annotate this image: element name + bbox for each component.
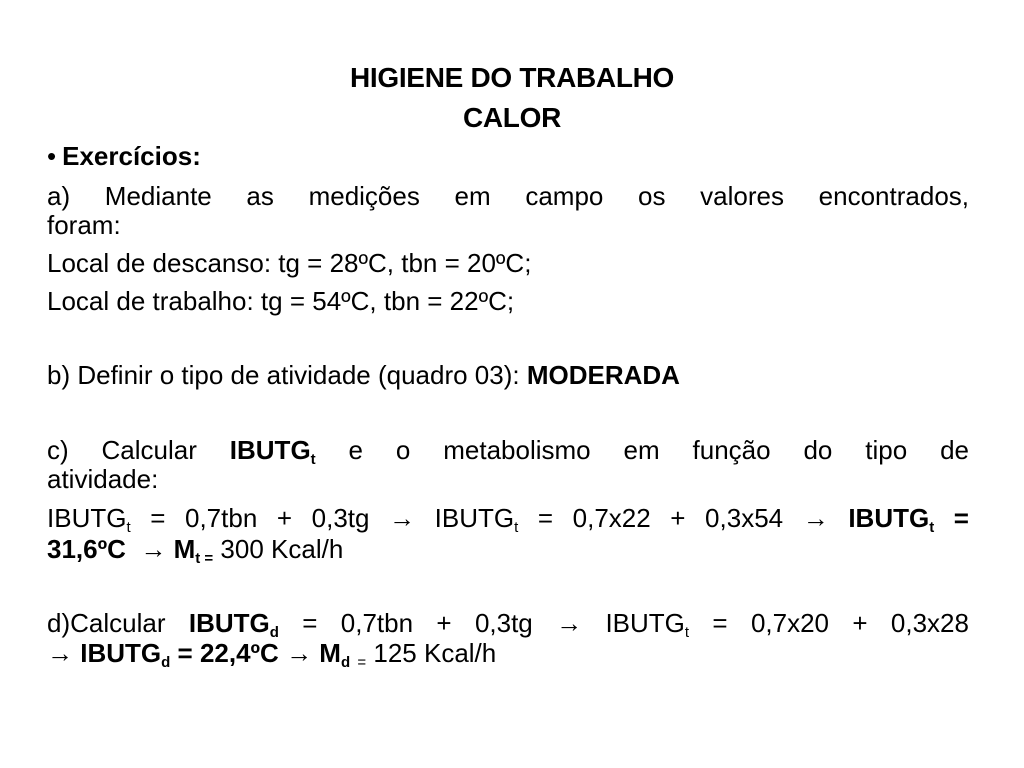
ibutg-d-result xyxy=(47,638,969,671)
formula-text: + xyxy=(852,608,868,638)
ibutg-text: IBUTG xyxy=(848,503,930,533)
ibutg-t-result xyxy=(47,534,969,567)
ibutg-text: IBUTG xyxy=(605,608,685,638)
activity-type-answer: MODERADA xyxy=(526,360,680,390)
formula-text: 0,3x28 xyxy=(890,608,969,638)
metabolism-label xyxy=(319,638,351,671)
item-c-line-2: atividade: xyxy=(47,464,159,494)
formula-part xyxy=(605,608,690,641)
equals-sign: = xyxy=(953,503,969,533)
page-subtitle: CALOR xyxy=(462,102,562,133)
item-c-word: do xyxy=(803,435,833,465)
ibutg-text: IBUTG xyxy=(80,638,162,668)
formula-part xyxy=(47,503,131,536)
subscript: t xyxy=(514,519,519,536)
exercises-label: Exercícios: xyxy=(62,141,201,171)
item-a-line-1: a) Mediante as medições em campo os valores encontrados, xyxy=(47,181,969,211)
metabolism-value: 125 Kcal/h xyxy=(373,638,497,668)
exercises-heading xyxy=(47,143,969,170)
ibutg-text: IBUTG xyxy=(47,503,127,533)
subscript: t xyxy=(684,624,690,641)
item-c-word: c) Calcular xyxy=(47,435,197,465)
arrow-icon: → xyxy=(47,638,73,668)
formula-text: = 0,7x20 xyxy=(712,608,830,638)
formula-text: = 0,7x22 + 0,3x54 → xyxy=(537,503,829,533)
ibutg-t-value: 31,6ºC xyxy=(47,534,126,564)
arrow-icon: → xyxy=(140,534,167,564)
subscript: t xyxy=(310,451,316,468)
item-b xyxy=(47,362,969,389)
item-c-word: o xyxy=(395,435,411,465)
item-c-word: em xyxy=(623,435,660,465)
ibutg-t-formula xyxy=(47,503,969,536)
formula-text: 0,3tg xyxy=(474,608,533,638)
item-c-line-1 xyxy=(47,435,969,468)
ibutg-d-formula xyxy=(47,608,969,641)
subscript: t xyxy=(126,519,131,536)
arrow-icon: → xyxy=(286,638,313,668)
ibutg-t-label xyxy=(229,435,316,468)
subscript: d xyxy=(161,654,171,671)
subscript: t xyxy=(929,519,935,536)
item-c-word: função xyxy=(692,435,771,465)
formula-text: = 0,7tbn xyxy=(302,608,414,638)
arrow-icon: → xyxy=(556,608,583,638)
bullet-icon: • xyxy=(47,141,57,171)
item-d-word: d)Calcular xyxy=(47,608,166,638)
formula-text: + xyxy=(436,608,452,638)
ibutg-d-label xyxy=(188,608,279,641)
item-c-word: e xyxy=(348,435,364,465)
item-a-line-2: foram: xyxy=(47,210,121,240)
ibutg-d-label xyxy=(80,638,171,671)
item-c-word: metabolismo xyxy=(443,435,591,465)
ibutg-text: IBUTG xyxy=(229,435,311,465)
page-title: HIGIENE DO TRABALHO xyxy=(349,62,675,93)
item-c-word: de xyxy=(940,435,969,465)
ibutg-d-value: = 22,4ºC xyxy=(177,638,279,668)
item-c-word: tipo xyxy=(865,435,908,465)
metabolism-text: M xyxy=(173,534,196,564)
formula-text: = 0,7tbn + 0,3tg → IBUTG xyxy=(150,503,515,533)
formula-part xyxy=(848,503,935,536)
work-location-values: Local de trabalho: tg = 54ºC, tbn = 22ºC; xyxy=(47,286,515,316)
subscript: d xyxy=(340,654,351,671)
formula-part xyxy=(150,503,519,536)
ibutg-text: IBUTG xyxy=(188,608,270,638)
item-b-text: b) Definir o tipo de atividade (quadro 03): xyxy=(47,360,520,390)
metabolism-value: 300 Kcal/h xyxy=(220,534,344,564)
subscript: d xyxy=(269,624,279,641)
subscript: t = xyxy=(195,550,214,567)
metabolism-text: M xyxy=(319,638,341,668)
equals-sign: = xyxy=(357,654,367,671)
rest-location-values: Local de descanso: tg = 28ºC, tbn = 20ºC; xyxy=(47,248,532,278)
metabolism-label xyxy=(173,534,214,567)
